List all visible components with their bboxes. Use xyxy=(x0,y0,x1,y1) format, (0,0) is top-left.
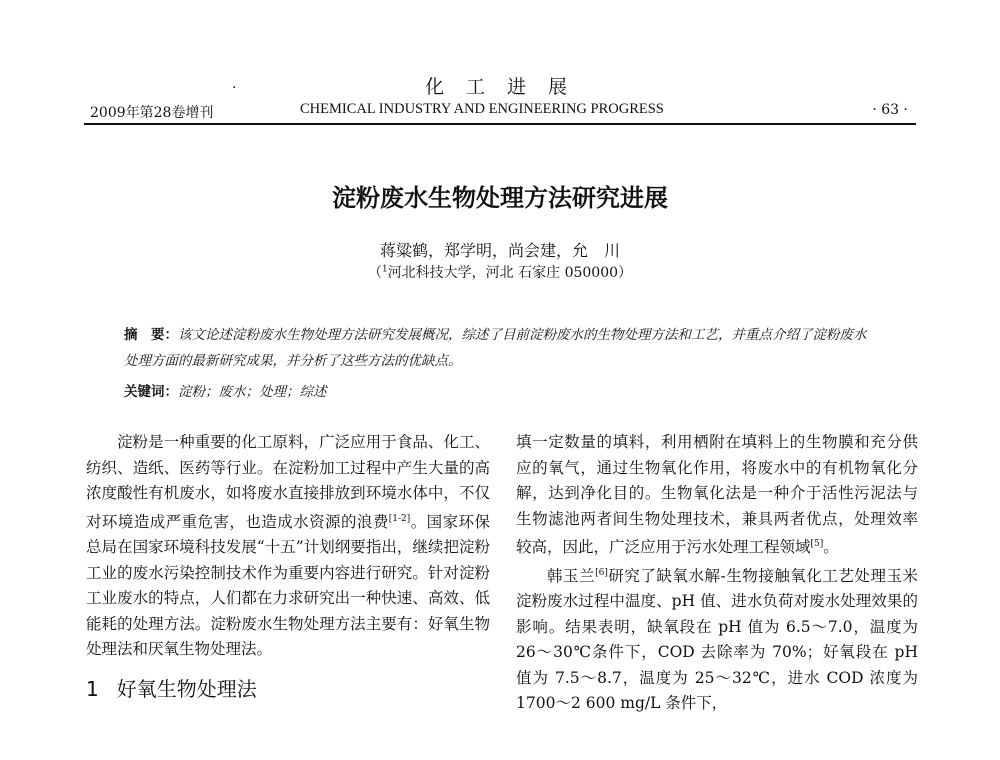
keywords xyxy=(124,380,876,400)
paper-title: 淀粉废水生物处理方法研究进展 xyxy=(332,184,668,212)
left-column xyxy=(86,430,490,702)
journal-chinese-title: 化 工 进 展 xyxy=(424,76,576,98)
page-number: · 63 · xyxy=(872,102,908,118)
journal-english-title: CHEMICAL INDUSTRY AND ENGINEERING PROGRESS xyxy=(300,101,664,117)
authors: 蒋粱鹤，郑学明，尚会建，允 川 xyxy=(379,241,620,260)
continued-paragraph: 填一定数量的填料，利用栖附在填料上的生物膜和充分供应的氧气，通过生物氧化作用，将废水中的有机物氧化分解，达到净化目的。生物氧化法是一种介于活性污泥法与生物滤池两者间生物处理技术，兼具两者优点，处理效率较高，因此，广泛应用于污水处理工程领域[5]。 xyxy=(516,433,918,557)
running-header xyxy=(84,101,916,125)
citation: [6] xyxy=(595,567,608,578)
abstract-text: 该文论述淀粉废水生物处理方法研究发展概况，综述了目前淀粉废水的生物处理方法和工艺，并重点介绍了淀粉废水处理方面的最新研究成果，并分析了这些方法的优缺点。 xyxy=(124,327,867,369)
intro-paragraph: 淀粉是一种重要的化工原料，广泛应用于食品、化工、纺织、造纸、医药等行业。在淀粉加工过程中产生大量的高浓度酸性有机废水，如将废水直接排放到环境水体中，不仅对环境造成严重危害，也造成水资源的浪费[1-2]。国家环保总局在国家环境科技发展“十五”计划纲要指出，继续把淀粉工业的废水污染控制技术作为重要内容进行研究。针对淀粉工业废水的特点，人们都在力求研究出一种快速、高效、低能耗的处理方法。淀粉废水生物处理方法主要有：好氧生物处理法和厌氧生物处理法。 xyxy=(86,433,490,659)
abstract-label: 摘 要： xyxy=(124,327,178,343)
section-title: 好氧生物处理法 xyxy=(116,676,257,701)
right-column xyxy=(516,430,918,717)
section-number: 1 xyxy=(86,676,99,701)
keywords-text: 淀粉；废水；处理；综述 xyxy=(178,384,327,400)
volume-info: 2009年第28卷增刊 xyxy=(90,105,214,121)
abstract xyxy=(124,322,876,374)
affiliation-sup: 1 xyxy=(381,264,388,275)
citation: [1-2] xyxy=(388,513,411,524)
affiliation: （$^1$河北科技大学，河北 石家庄 050000） xyxy=(367,264,633,281)
header-mark: · xyxy=(232,80,237,96)
citation: [5] xyxy=(810,539,824,549)
affiliation-text: 河北科技大学，河北 石家庄 050000 xyxy=(387,265,619,281)
research-paragraph: 韩玉兰[6]研究了缺氧水解-生物接触氧化工艺处理玉米淀粉废水过程中温度、pH 值、进水负荷对废水处理效果的影响。结果表明，缺氧段在 pH 值为 6.5～7.0，温度为 26～30℃条件下，COD 去除率为 70%；好氧段在 pH 值为 7.5～8.7，温度为 25～32℃，进水 COD 浓度为 1700～2 600 mg/L 条件下， xyxy=(516,566,918,713)
section-heading xyxy=(86,677,490,703)
keywords-label: 关键词： xyxy=(124,384,178,400)
